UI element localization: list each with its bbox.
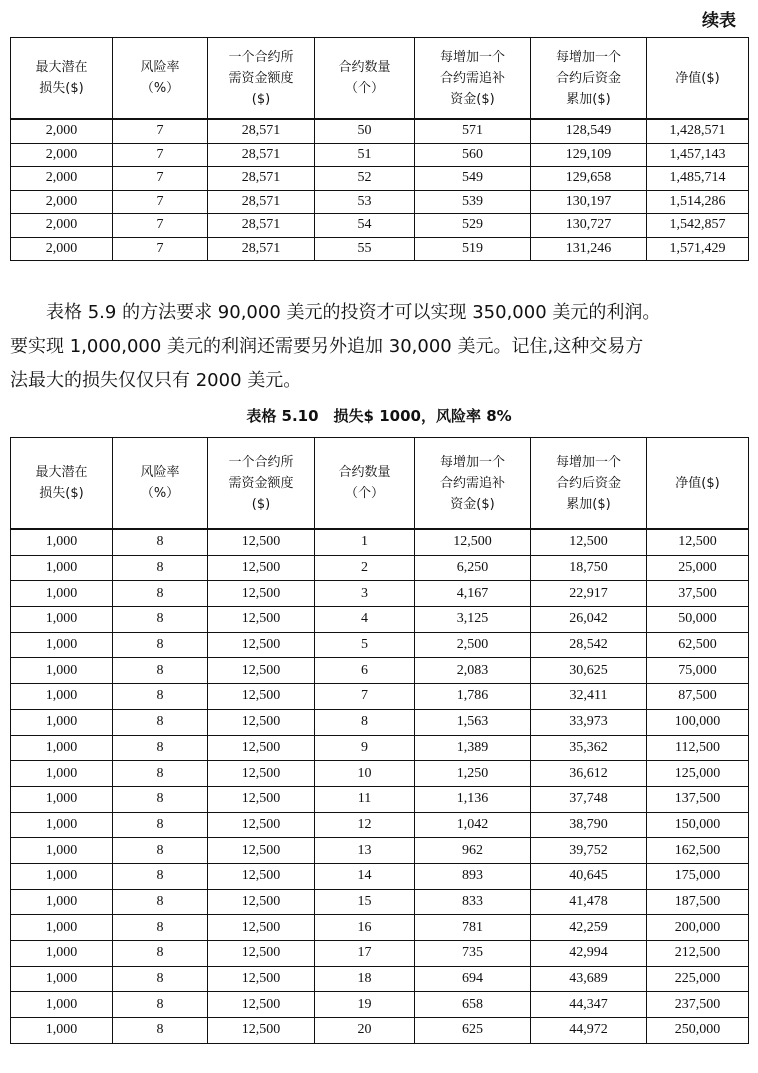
table-cell: 1,563	[415, 709, 531, 735]
table-cell: 1,000	[11, 838, 113, 864]
table-cell: 11	[315, 786, 415, 812]
table-cell: 694	[415, 966, 531, 992]
table-row	[11, 812, 749, 838]
table-cell: 8	[113, 812, 208, 838]
table-cell: 1,000	[11, 684, 113, 710]
table-cell: 225,000	[647, 966, 749, 992]
table-cell: 12,500	[208, 1018, 315, 1044]
column-header: 合约数量 （个）	[315, 38, 415, 120]
table-cell: 12,500	[531, 529, 647, 555]
table-cell: 100,000	[647, 709, 749, 735]
table-cell: 1,786	[415, 684, 531, 710]
table-cell: 112,500	[647, 735, 749, 761]
table-cell: 2,000	[11, 190, 113, 214]
table-cell: 162,500	[647, 838, 749, 864]
table-cell: 28,542	[531, 632, 647, 658]
table-cell: 51	[315, 143, 415, 167]
table-cell: 36,612	[531, 761, 647, 787]
body-paragraph	[10, 296, 750, 398]
column-header: 每增加一个 合约后资金 累加($)	[531, 438, 647, 530]
table-cell: 12,500	[208, 838, 315, 864]
table-cell: 33,973	[531, 709, 647, 735]
table-cell: 2,000	[11, 143, 113, 167]
table-cell: 1,000	[11, 735, 113, 761]
table-cell: 8	[113, 684, 208, 710]
table-cell: 1,485,714	[647, 167, 749, 191]
table-row	[11, 167, 749, 191]
table-cell: 1,000	[11, 915, 113, 941]
table-row	[11, 607, 749, 633]
table-cell: 18	[315, 966, 415, 992]
table-header-row	[11, 438, 749, 530]
table-cell: 40,645	[531, 863, 647, 889]
table-cell: 38,790	[531, 812, 647, 838]
paragraph-line: 要实现 1,000,000 美元的利润还需要另外追加 30,000 美元。记住,这种交易方	[10, 336, 644, 357]
table-cell: 9	[315, 735, 415, 761]
table-cell: 4,167	[415, 581, 531, 607]
table-row	[11, 684, 749, 710]
table-cell: 18,750	[531, 555, 647, 581]
table-row	[11, 966, 749, 992]
column-header: 一个合约所 需资金额度 ($)	[208, 38, 315, 120]
table-cell: 1,136	[415, 786, 531, 812]
table-cell: 1,428,571	[647, 119, 749, 143]
table-cell: 43,689	[531, 966, 647, 992]
table-cell: 539	[415, 190, 531, 214]
table-cell: 1,000	[11, 658, 113, 684]
table-cell: 19	[315, 992, 415, 1018]
table-cell: 893	[415, 863, 531, 889]
table-row	[11, 632, 749, 658]
table-cell: 237,500	[647, 992, 749, 1018]
table-5-10	[10, 437, 749, 1044]
table-cell: 1,042	[415, 812, 531, 838]
table-row	[11, 992, 749, 1018]
table-cell: 50,000	[647, 607, 749, 633]
table-cell: 8	[113, 863, 208, 889]
table-cell: 75,000	[647, 658, 749, 684]
table-cell: 12,500	[208, 658, 315, 684]
table-cell: 6,250	[415, 555, 531, 581]
table-cell: 1,250	[415, 761, 531, 787]
table-cell: 7	[113, 237, 208, 261]
table-cell: 2,500	[415, 632, 531, 658]
continued-label: 续表	[702, 11, 736, 31]
table-cell: 26,042	[531, 607, 647, 633]
table-cell: 28,571	[208, 237, 315, 261]
table-cell: 7	[113, 167, 208, 191]
table-cell: 14	[315, 863, 415, 889]
table-cell: 3,125	[415, 607, 531, 633]
table-cell: 2,083	[415, 658, 531, 684]
table-cell: 8	[113, 581, 208, 607]
table-cell: 12,500	[208, 709, 315, 735]
table-cell: 1,389	[415, 735, 531, 761]
table-cell: 7	[113, 143, 208, 167]
table-cell: 2,000	[11, 237, 113, 261]
table-cell: 54	[315, 214, 415, 238]
table-cell: 962	[415, 838, 531, 864]
table-cell: 560	[415, 143, 531, 167]
table-cell: 1	[315, 529, 415, 555]
table-row	[11, 889, 749, 915]
table-cell: 1,000	[11, 607, 113, 633]
table-cell: 8	[113, 529, 208, 555]
table-cell: 1,000	[11, 581, 113, 607]
table-cell: 28,571	[208, 119, 315, 143]
table-cell: 1,000	[11, 1018, 113, 1044]
column-header: 净值($)	[647, 38, 749, 120]
table-cell: 52	[315, 167, 415, 191]
column-header: 每增加一个 合约需追补 资金($)	[415, 38, 531, 120]
table-cell: 8	[113, 555, 208, 581]
table-cell: 2	[315, 555, 415, 581]
table-cell: 12,500	[208, 812, 315, 838]
table-cell: 35,362	[531, 735, 647, 761]
column-header: 风险率 （%）	[113, 438, 208, 530]
table-cell: 39,752	[531, 838, 647, 864]
table-cell: 22,917	[531, 581, 647, 607]
table-cell: 13	[315, 838, 415, 864]
table-row	[11, 735, 749, 761]
table-body	[11, 119, 749, 261]
table-cell: 16	[315, 915, 415, 941]
table-cell: 12,500	[208, 581, 315, 607]
table-cell: 125,000	[647, 761, 749, 787]
table-cell: 1,000	[11, 761, 113, 787]
table-cell: 8	[113, 658, 208, 684]
table-cell: 1,000	[11, 555, 113, 581]
table-cell: 1,000	[11, 889, 113, 915]
table-cell: 137,500	[647, 786, 749, 812]
table-cell: 8	[113, 1018, 208, 1044]
table-cell: 12,500	[208, 529, 315, 555]
table-cell: 658	[415, 992, 531, 1018]
table-cell: 1,000	[11, 632, 113, 658]
table-cell: 625	[415, 1018, 531, 1044]
table-row	[11, 190, 749, 214]
table-row	[11, 863, 749, 889]
table-cell: 12,500	[208, 992, 315, 1018]
table-cell: 130,197	[531, 190, 647, 214]
table-cell: 20	[315, 1018, 415, 1044]
table-cell: 50	[315, 119, 415, 143]
column-header: 合约数量 （个）	[315, 438, 415, 530]
table-cell: 250,000	[647, 1018, 749, 1044]
table-cell: 12,500	[208, 632, 315, 658]
table-cell: 1,000	[11, 941, 113, 967]
table-cell: 12,500	[415, 529, 531, 555]
table-row	[11, 761, 749, 787]
table-cell: 187,500	[647, 889, 749, 915]
table-cell: 8	[113, 709, 208, 735]
table-cell: 128,549	[531, 119, 647, 143]
table-cell: 3	[315, 581, 415, 607]
column-header: 最大潜在 损失($)	[11, 38, 113, 120]
table-header-row	[11, 38, 749, 120]
table-cell: 28,571	[208, 167, 315, 191]
table-cell: 1,514,286	[647, 190, 749, 214]
table-cell: 62,500	[647, 632, 749, 658]
column-header: 一个合约所 需资金额度 ($)	[208, 438, 315, 530]
table-cell: 130,727	[531, 214, 647, 238]
table-cell: 1,457,143	[647, 143, 749, 167]
table-cell: 131,246	[531, 237, 647, 261]
table-row	[11, 786, 749, 812]
table-cell: 10	[315, 761, 415, 787]
table-cell: 1,571,429	[647, 237, 749, 261]
column-header: 每增加一个 合约需追补 资金($)	[415, 438, 531, 530]
table-cell: 7	[113, 119, 208, 143]
column-header: 风险率 （%）	[113, 38, 208, 120]
table-cell: 1,000	[11, 966, 113, 992]
table-cell: 8	[113, 941, 208, 967]
table-cell: 4	[315, 607, 415, 633]
table-cell: 17	[315, 941, 415, 967]
table-cell: 12,500	[208, 941, 315, 967]
table-row	[11, 237, 749, 261]
table-cell: 212,500	[647, 941, 749, 967]
table-cell: 833	[415, 889, 531, 915]
table-cell: 8	[113, 735, 208, 761]
table-cell: 12,500	[208, 761, 315, 787]
table-cell: 12,500	[208, 889, 315, 915]
table-cell: 12,500	[647, 529, 749, 555]
table-cell: 7	[113, 190, 208, 214]
table-row	[11, 555, 749, 581]
paragraph-line: 表格 5.9 的方法要求 90,000 美元的投资才可以实现 350,000 美元的利润。	[46, 302, 661, 323]
table-cell: 42,994	[531, 941, 647, 967]
table-cell: 12,500	[208, 915, 315, 941]
table-cell: 28,571	[208, 190, 315, 214]
table-cell: 2,000	[11, 214, 113, 238]
table-cell: 32,411	[531, 684, 647, 710]
table-cell: 1,000	[11, 863, 113, 889]
table-cell: 37,500	[647, 581, 749, 607]
table-cell: 129,109	[531, 143, 647, 167]
table-cell: 8	[113, 992, 208, 1018]
table-cell: 55	[315, 237, 415, 261]
table-cell: 129,658	[531, 167, 647, 191]
table-cell: 549	[415, 167, 531, 191]
table-cell: 8	[113, 632, 208, 658]
table-cell: 42,259	[531, 915, 647, 941]
table-cell: 12,500	[208, 966, 315, 992]
table-body	[11, 529, 749, 1043]
table-cell: 571	[415, 119, 531, 143]
table-cell: 150,000	[647, 812, 749, 838]
table-cell: 8	[113, 915, 208, 941]
column-header: 净值($)	[647, 438, 749, 530]
table-cell: 1,000	[11, 529, 113, 555]
table-cell: 15	[315, 889, 415, 915]
table-continued	[10, 37, 749, 261]
table-cell: 25,000	[647, 555, 749, 581]
table-cell: 175,000	[647, 863, 749, 889]
table-cell: 8	[113, 761, 208, 787]
table-row	[11, 143, 749, 167]
table-row	[11, 838, 749, 864]
paragraph-line: 法最大的损失仅仅只有 2000 美元。	[10, 370, 302, 391]
table-row	[11, 119, 749, 143]
table-cell: 8	[113, 889, 208, 915]
table-row	[11, 214, 749, 238]
table-cell: 519	[415, 237, 531, 261]
table-cell: 8	[113, 838, 208, 864]
column-header: 最大潜在 损失($)	[11, 438, 113, 530]
table-cell: 8	[113, 607, 208, 633]
table-cell: 1,000	[11, 786, 113, 812]
table-cell: 1,542,857	[647, 214, 749, 238]
table-cell: 30,625	[531, 658, 647, 684]
table-cell: 7	[315, 684, 415, 710]
table-cell: 200,000	[647, 915, 749, 941]
table-cell: 8	[113, 786, 208, 812]
table-cell: 8	[315, 709, 415, 735]
table-cell: 6	[315, 658, 415, 684]
table-cell: 12,500	[208, 863, 315, 889]
table-row	[11, 915, 749, 941]
table-cell: 8	[113, 966, 208, 992]
table-cell: 7	[113, 214, 208, 238]
table-cell: 12,500	[208, 607, 315, 633]
table-cell: 44,347	[531, 992, 647, 1018]
table-cell: 28,571	[208, 214, 315, 238]
table-cell: 12,500	[208, 555, 315, 581]
table-cell: 53	[315, 190, 415, 214]
table-cell: 12	[315, 812, 415, 838]
table-cell: 87,500	[647, 684, 749, 710]
table-caption: 表格 5.10 损失$ 1000，风险率 8%	[246, 407, 512, 425]
table-row	[11, 941, 749, 967]
table-row	[11, 658, 749, 684]
table-cell: 1,000	[11, 812, 113, 838]
table-cell: 1,000	[11, 992, 113, 1018]
table-row	[11, 709, 749, 735]
table-cell: 12,500	[208, 684, 315, 710]
table-cell: 735	[415, 941, 531, 967]
table-cell: 2,000	[11, 119, 113, 143]
table-cell: 2,000	[11, 167, 113, 191]
table-cell: 529	[415, 214, 531, 238]
table-cell: 41,478	[531, 889, 647, 915]
table-cell: 12,500	[208, 786, 315, 812]
table-cell: 37,748	[531, 786, 647, 812]
table-cell: 28,571	[208, 143, 315, 167]
table-cell: 12,500	[208, 735, 315, 761]
table-cell: 781	[415, 915, 531, 941]
table-row	[11, 1018, 749, 1044]
table-cell: 44,972	[531, 1018, 647, 1044]
table-cell: 1,000	[11, 709, 113, 735]
table-row	[11, 581, 749, 607]
table-cell: 5	[315, 632, 415, 658]
table-row	[11, 529, 749, 555]
column-header: 每增加一个 合约后资金 累加($)	[531, 38, 647, 120]
